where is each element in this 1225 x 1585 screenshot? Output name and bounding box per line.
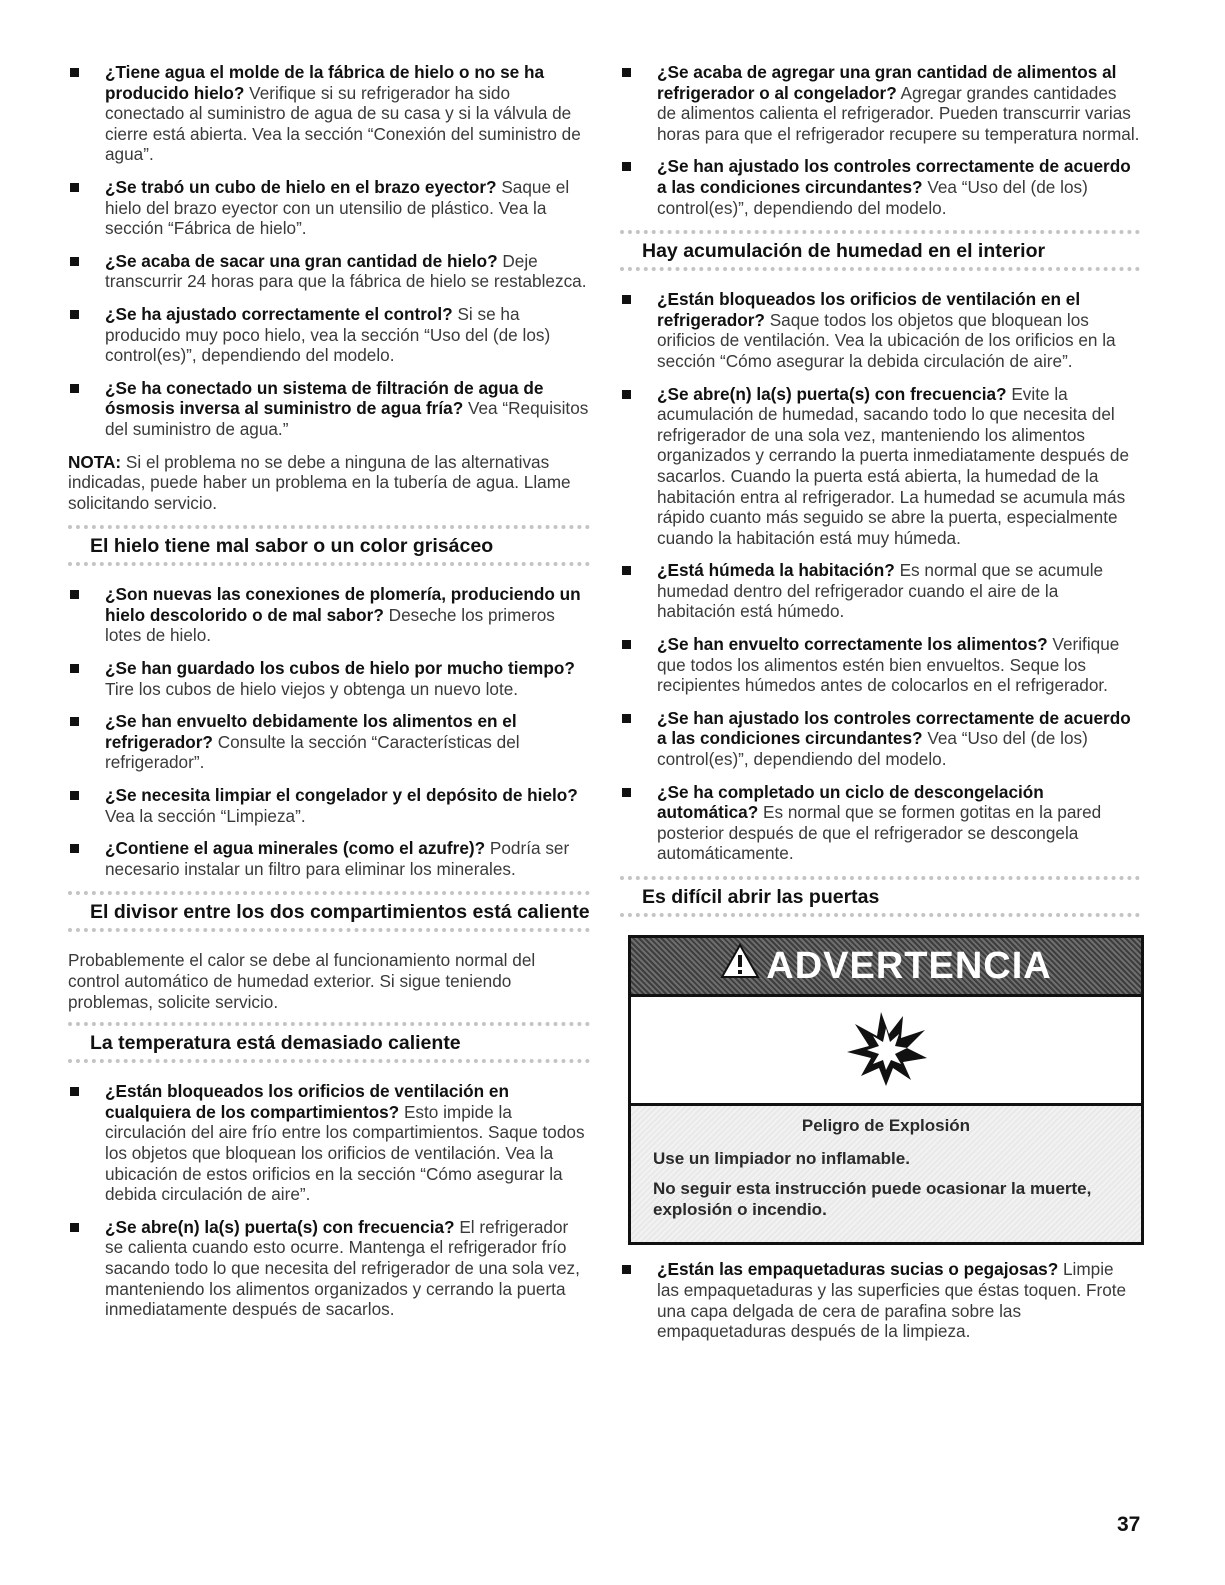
bullet-icon	[70, 717, 79, 726]
section-heading: El divisor entre los dos compartimientos está caliente	[68, 891, 590, 932]
right-list-humidity	[620, 289, 1140, 864]
bullet-icon	[622, 640, 631, 649]
list-item: ¿Están las empaquetaduras sucias o pegajosas? Limpie las empaquetaduras y las superficies que éstas toquen. Frote una capa delgada de cera de parafina sobre las empaquetaduras después de la limpieza.	[620, 1259, 1140, 1341]
list-item: ¿Se han envuelto debidamente los alimentos en el refrigerador? Consulte la sección “Características del refrigerador”.	[68, 711, 590, 773]
right-column	[620, 62, 1140, 1354]
bullet-icon	[70, 1223, 79, 1232]
list-item: ¿Se han ajustado los controles correctamente de acuerdo a las condiciones circundantes? Vea “Uso del (de los) control(es)”, dependiendo del modelo.	[620, 156, 1140, 218]
bullet-icon	[622, 390, 631, 399]
bullet-icon	[622, 566, 631, 575]
warning-banner-label: ADVERTENCIA	[766, 944, 1052, 987]
right-list-temperature-cont	[620, 62, 1140, 218]
bullet-icon	[70, 257, 79, 266]
section-heading: Hay acumulación de humedad en el interior	[620, 230, 1140, 271]
left-list-ice-production	[68, 62, 590, 440]
page-number: 37	[1117, 1513, 1141, 1536]
list-item: ¿Se necesita limpiar el congelador y el depósito de hielo? Vea la sección “Limpieza”.	[68, 785, 590, 826]
list-item: ¿Contiene el agua minerales (como el azufre)? Podría ser necesario instalar un filtro para eliminar los minerales.	[68, 838, 590, 879]
list-item: ¿Se abre(n) la(s) puerta(s) con frecuencia? El refrigerador se calienta cuando esto ocurre. Mantenga el refrigerador frío sacando todo lo que necesita del refrigerador de una sola vez, manteniendo los alimentos organizados y cerrando la puerta inmediatamente después de sacarlos.	[68, 1217, 590, 1320]
section-heading: Es difícil abrir las puertas	[620, 876, 1140, 917]
list-item: ¿Se ha ajustado correctamente el control? Si se ha producido muy poco hielo, vea la sección “Uso del (de los) control(es)”, dependiendo del modelo.	[68, 304, 590, 366]
warning-line-2: No seguir esta instrucción puede ocasionar la muerte, explosión o incendio.	[653, 1179, 1092, 1219]
list-item: ¿Tiene agua el molde de la fábrica de hielo o no se ha producido hielo? Verifique si su refrigerador ha sido conectado al suministro de agua de su casa y si la válvula de cierre está abierta. Vea la sección “Conexión del suministro de agua”.	[68, 62, 590, 165]
list-item: ¿Son nuevas las conexiones de plomería, produciendo un hielo descolorido o de mal sabor? Deseche los primeros lotes de hielo.	[68, 584, 590, 646]
list-item: ¿Están bloqueados los orificios de ventilación en el refrigerador? Saque todos los objetos que bloquean los orificios de ventilación. Vea la ubicación de los orificios en la sección “Cómo asegurar la debida circulación de aire”.	[620, 289, 1140, 371]
list-item: ¿Se ha completado un ciclo de descongelación automática? Es normal que se formen gotitas en la pared posterior después de que el refrigerador se descongela automáticamente.	[620, 782, 1140, 864]
section-heading: El hielo tiene mal sabor o un color grisáceo	[68, 525, 590, 566]
warning-box	[628, 935, 1144, 1245]
bullet-icon	[622, 714, 631, 723]
bullet-icon	[622, 162, 631, 171]
bullet-icon	[70, 384, 79, 393]
warning-title: Peligro de Explosión	[801, 1116, 971, 1135]
right-list-doors	[620, 1259, 1140, 1341]
list-item: ¿Se han ajustado los controles correctamente de acuerdo a las condiciones circundantes? Vea “Uso del (de los) control(es)”, dependiendo del modelo.	[620, 708, 1140, 770]
list-item: ¿Se acaba de sacar una gran cantidad de hielo? Deje transcurrir 24 horas para que la fábrica de hielo se restablezca.	[68, 251, 590, 292]
list-item: ¿Se ha conectado un sistema de filtración de agua de ósmosis inversa al suministro de agua fría? Vea “Requisitos del suministro de agua.”	[68, 378, 590, 440]
list-item: ¿Están bloqueados los orificios de ventilación en cualquiera de los compartimientos? Esto impide la circulación del aire frío entre los compartimientos. Saque todos los objetos que bloquean los orificios de ventilación. Vea la ubicación de estos orificios en la sección “Cómo asegurar la debida circulación de aire”.	[68, 1081, 590, 1205]
note-label: NOTA:	[68, 451, 122, 472]
bullet-icon	[622, 1265, 631, 1274]
list-item: ¿Se acaba de agregar una gran cantidad de alimentos al refrigerador o al congelador? Agregar grandes cantidades de alimentos calienta el refrigerador. Pueden transcurrir varias horas para que el refrigerador recupere su temperatura normal.	[620, 62, 1140, 144]
bullet-icon	[70, 183, 79, 192]
list-item: ¿Se trabó un cubo de hielo en el brazo eyector? Saque el hielo del brazo eyector con un utensilio de plástico. Vea la sección “Fábrica de hielo”.	[68, 177, 590, 239]
warning-banner	[631, 938, 1141, 997]
list-item: ¿Se han envuelto correctamente los alimentos? Verifique que todos los alimentos estén bien envueltos. Seque los recipientes húmedos antes de colocarlos en el refrigerador.	[620, 634, 1140, 696]
note-text: Si el problema no se debe a ninguna de las alternativas indicadas, puede haber un problema en la tubería de agua. Llame solicitando servicio.	[68, 451, 571, 513]
list-item: ¿Está húmeda la habitación? Es normal que se acumule humedad dentro del refrigerador cuando el aire de la habitación está húmedo.	[620, 560, 1140, 622]
warning-text	[631, 1106, 1141, 1242]
bullet-icon	[70, 590, 79, 599]
bullet-icon	[622, 295, 631, 304]
list-item: ¿Se abre(n) la(s) puerta(s) con frecuencia? Evite la acumulación de humedad, sacando todo lo que necesita del refrigerador de una sola vez, manteniendo los alimentos organizados y cerrando la puerta inmediatamente después de sacarlos. Cuando la puerta está abierta, la humedad de la habitación entra al refrigerador. La humedad se acumula más rápido cuanto más seguido se abre la puerta, especialmente cuando la habitación está muy húmeda.	[620, 384, 1140, 549]
bullet-icon	[70, 844, 79, 853]
bullet-icon	[70, 310, 79, 319]
warning-triangle-icon	[720, 943, 760, 989]
section-heading: La temperatura está demasiado caliente	[68, 1022, 590, 1063]
bullet-icon	[622, 788, 631, 797]
list-item: ¿Se han guardado los cubos de hielo por mucho tiempo? Tire los cubos de hielo viejos y obtenga un nuevo lote.	[68, 658, 590, 699]
note	[68, 452, 590, 514]
left-list-ice-taste	[68, 584, 590, 879]
left-column	[68, 62, 590, 1332]
paragraph: Probablemente el calor se debe al funcionamiento normal del control automático de humedad exterior. Si sigue teniendo problemas, solicite servicio.	[68, 950, 536, 1012]
warning-line-1: Use un limpiador no inflamable.	[653, 1148, 910, 1168]
bullet-icon	[70, 68, 79, 77]
bullet-icon	[622, 68, 631, 77]
left-list-temperature	[68, 1081, 590, 1320]
bullet-icon	[70, 791, 79, 800]
bullet-icon	[70, 1087, 79, 1096]
warning-picture	[631, 997, 1141, 1106]
bullet-icon	[70, 664, 79, 673]
explosion-icon	[841, 1008, 931, 1093]
